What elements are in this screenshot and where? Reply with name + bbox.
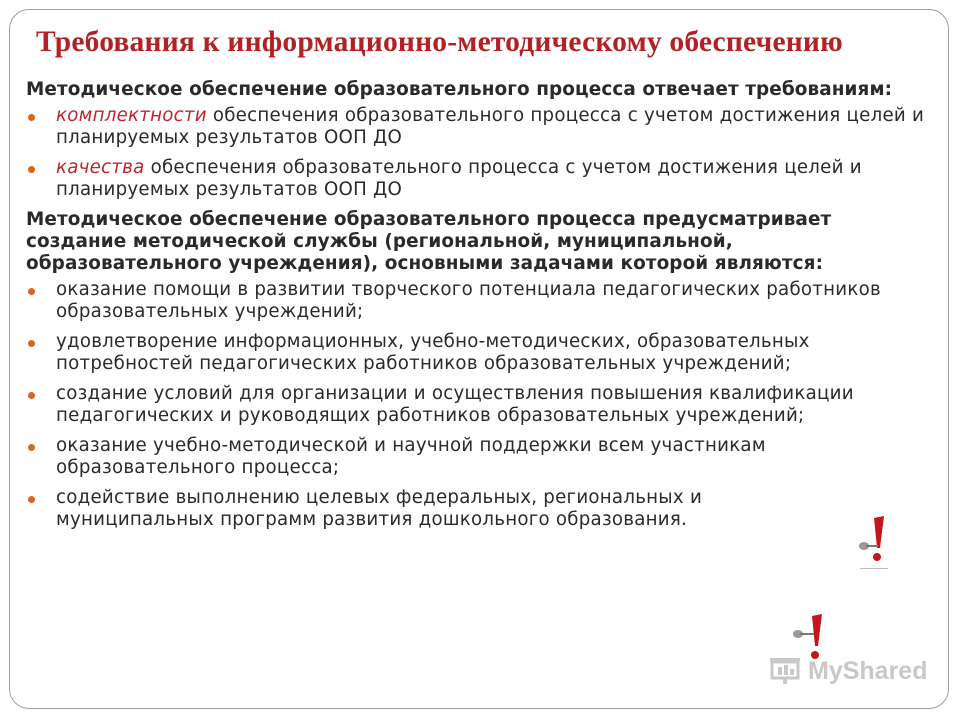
bullet-icon bbox=[28, 496, 35, 503]
bullet-icon bbox=[28, 288, 35, 295]
exclamation-icon bbox=[858, 512, 908, 572]
item-text: содействие выполнению целевых федеральных, региональных и муниципальных программ развития дошкольного образования. bbox=[56, 487, 703, 530]
item-text: обеспечения образовательного процесса с учетом достижения целей и планируемых результатов ООП ДО bbox=[56, 157, 862, 200]
list-item bbox=[26, 157, 931, 201]
section1-heading: Методическое обеспечение образовательного процесса отвечает требованиям: bbox=[26, 79, 893, 100]
list-item bbox=[26, 487, 931, 531]
list-item bbox=[26, 435, 931, 479]
presentation-board-icon bbox=[768, 656, 802, 686]
item-text: оказание помощи в развитии творческого потенциала педагогических работников образовательных учреждений; bbox=[56, 279, 881, 322]
list-item bbox=[26, 105, 931, 149]
accent-term: качества bbox=[56, 157, 145, 178]
item-text: создание условий для организации и осуществления повышения квалификации педагогических и руководящих работников образовательных учреждений; bbox=[56, 383, 854, 426]
bullet-icon bbox=[28, 444, 35, 451]
watermark-logo bbox=[768, 656, 927, 686]
bullet-icon bbox=[28, 114, 35, 121]
section2-heading: Методическое обеспечение образовательного процесса предусматривает создание методической службы (региональной, муниципальной, образовательного учреждения), основными задачами которой являются: bbox=[26, 209, 832, 274]
slide-title: Требования к информационно-методическому обеспечению bbox=[36, 26, 843, 58]
item-text: удовлетворение информационных, учебно-методических, образовательных потребностей педагогических работников образовательных учреждений; bbox=[56, 331, 810, 374]
list-item bbox=[26, 331, 931, 375]
watermark-text: MyShared bbox=[808, 656, 928, 685]
item-text: оказание учебно-методической и научной поддержки всем участникам образовательного процесса; bbox=[56, 435, 766, 478]
list-item bbox=[26, 279, 931, 323]
bullet-icon bbox=[28, 166, 35, 173]
accent-term: комплектности bbox=[56, 105, 207, 126]
item-text: обеспечения образовательного процесса с учетом достижения целей и планируемых результатов ООП ДО bbox=[56, 105, 925, 148]
bullet-icon bbox=[28, 340, 35, 347]
list-item bbox=[26, 383, 931, 427]
slide-content bbox=[26, 79, 931, 539]
bullet-icon bbox=[28, 392, 35, 399]
